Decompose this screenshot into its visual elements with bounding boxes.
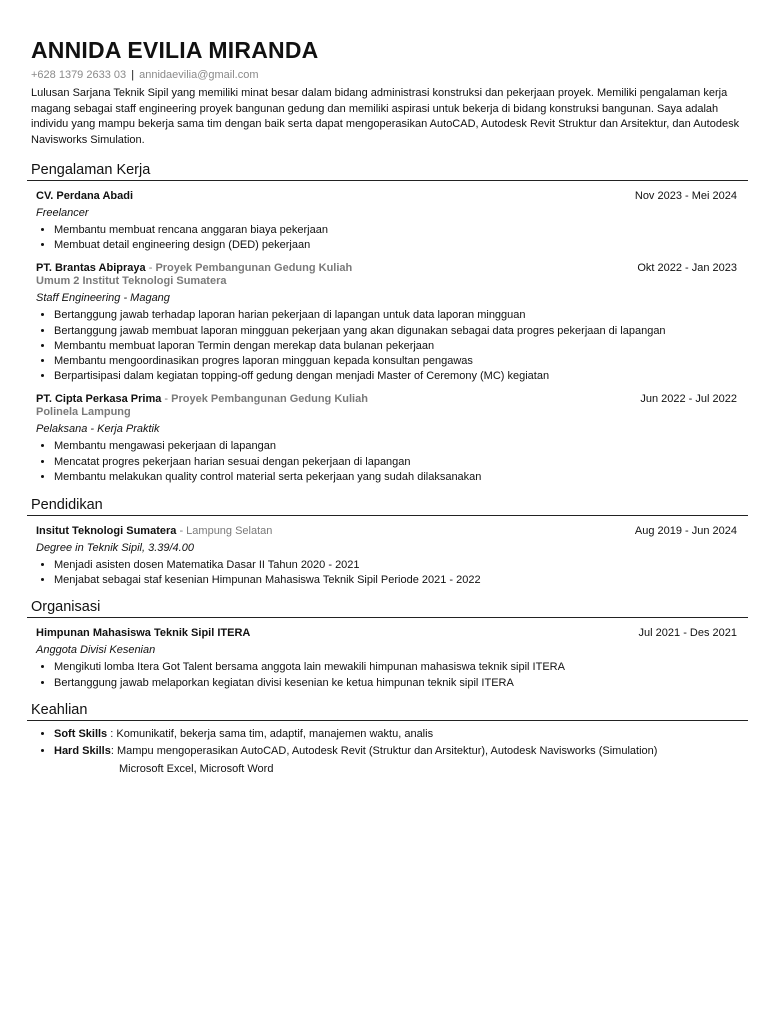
section-title-skills: Keahlian — [31, 701, 88, 718]
contact-separator: | — [131, 69, 135, 81]
bullet-list — [36, 439, 737, 485]
degree: Degree in Teknik Sipil, 3.39/4.00 — [36, 542, 194, 555]
company-name: PT. Brantas Abipraya — [36, 262, 146, 275]
soft-skills-label: Soft Skills — [54, 727, 108, 740]
company-name: CV. Perdana Abadi — [36, 190, 133, 202]
list-item: • Bertanggung jawab terhadap laporan harian pekerjaan di lapangan untuk data laporan mingguan — [54, 308, 737, 323]
institution-location: Lampung Selatan — [186, 525, 273, 538]
hard-skills-value-continued: Microsoft Excel, Microsoft Word — [119, 762, 274, 775]
list-item: • Membantu mengoordinasikan progres laporan mingguan kepada konsultan pengawas — [54, 354, 737, 369]
profile-summary: Lulusan Sarjana Teknik Sipil yang memiliki minat besar dalam bidang administrasi konstruksi dan pekerjaan proyek. Memiliki pengalaman kerja magang sebagai staff engineering proyek bangunan gedung dan memiliki aspirasi untuk bekerja di bidang konstruksi bangunan. Saya adalah individu yang mampu bekerja sama tim dengan baik serta dapat mengoperasikan AutoCAD, Autodesk Revit Struktur dan Arsitektur, dan Autodesk Navisworks Simulation. — [31, 87, 740, 146]
job-role: Freelancer — [36, 207, 89, 219]
soft-skills-value: : Komunikatif, bekerja sama tim, adaptif, manajemen waktu, analis — [110, 727, 434, 740]
contact-line — [31, 68, 742, 82]
project-location: Proyek Pembangunan Gedung Kuliah Polinela Lampung — [36, 393, 368, 419]
experience-entry — [31, 190, 742, 253]
list-item: • Membantu mengawasi pekerjaan di lapangan — [54, 439, 737, 454]
hard-skills-label: Hard Skills — [54, 745, 111, 758]
list-item: • Mengikuti lomba Itera Got Talent bersama anggota lain mewakili himpunan mahasiswa teknik sipil ITERA — [54, 660, 737, 675]
education-entry — [31, 525, 742, 588]
list-item: • Bertanggung jawab membuat laporan mingguan pekerjaan yang akan digunakan sebagai data progres pekerjaan di lapangan — [54, 324, 737, 339]
date-range: Nov 2023 - Mei 2024 — [634, 190, 737, 202]
list-item: • Membantu melakukan quality control material serta pekerjaan yang sudah dilaksanakan — [54, 470, 737, 485]
candidate-name: ANNIDA EVILIA MIRANDA — [31, 37, 319, 63]
section-divider — [27, 720, 748, 721]
email-address[interactable]: annidaevilia@gmail.com — [139, 69, 259, 81]
skills-list — [36, 726, 737, 779]
list-item: • Berpartisipasi dalam kegiatan topping-off gedung dengan menjadi Master of Ceremony (MC) kegiatan — [54, 369, 737, 384]
date-range: Jul 2021 - Des 2021 — [638, 627, 737, 640]
company-name: PT. Cipta Perkasa Prima — [36, 393, 162, 406]
institution-name: Insitut Teknologi Sumatera — [36, 525, 177, 538]
project-location: Proyek Pembangunan Gedung Kuliah Umum 2 Institut Teknologi Sumatera — [36, 262, 353, 288]
bullet-list — [36, 660, 737, 690]
section-divider — [27, 515, 748, 516]
bullet-list — [36, 223, 737, 253]
skills-entry — [31, 726, 742, 779]
section-title-organization: Organisasi — [31, 599, 101, 616]
list-item: • Bertanggung jawab melaporkan kegiatan divisi kesenian ke ketua himpunan teknik sipil ITERA — [54, 676, 737, 691]
date-range: Jun 2022 - Jul 2022 — [640, 393, 737, 406]
organization-name: Himpunan Mahasiswa Teknik Sipil ITERA — [36, 627, 251, 640]
education-section — [31, 497, 742, 588]
job-role: Staff Engineering - Magang — [36, 292, 170, 305]
experience-entry — [31, 393, 742, 485]
phone-number: +628 1379 2633 03 — [31, 69, 127, 81]
organization-role: Anggota Divisi Kesenian — [36, 644, 156, 657]
hard-skills-value: : Mampu mengoperasikan AutoCAD, Autodesk Revit (Struktur dan Arsitektur), Autodesk Navisworks (Simulation) — [110, 745, 658, 758]
bullet-list — [36, 308, 737, 384]
organization-entry — [31, 627, 742, 690]
experience-entry — [31, 262, 742, 384]
job-role: Pelaksana - Kerja Praktik — [36, 423, 160, 436]
experience-section — [31, 162, 742, 485]
list-item: • Menjadi asisten dosen Matematika Dasar II Tahun 2020 - 2021 — [54, 558, 737, 573]
section-title-experience: Pengalaman Kerja — [31, 162, 151, 178]
location-separator: - — [179, 525, 187, 538]
list-item: • Membantu membuat laporan Termin dengan merekap data bulanan pekerjaan — [54, 339, 737, 354]
list-item: • Mencatat progres pekerjaan harian sesuai dengan pekerjaan di lapangan — [54, 455, 737, 470]
list-item: • Membuat detail engineering design (DED) pekerjaan — [54, 238, 737, 253]
section-divider — [27, 617, 748, 618]
section-divider — [27, 180, 748, 181]
list-item — [54, 743, 737, 778]
date-range: Okt 2022 - Jan 2023 — [637, 262, 737, 275]
location-separator: - — [148, 262, 156, 275]
organization-section — [31, 599, 742, 690]
location-separator: - — [164, 393, 172, 406]
section-title-education: Pendidikan — [31, 497, 103, 514]
list-item: • Membantu membuat rencana anggaran biaya pekerjaan — [54, 223, 737, 238]
skills-section — [31, 702, 742, 779]
list-item: • Menjabat sebagai staf kesenian Himpunan Mahasiswa Teknik Sipil Periode 2021 - 2022 — [54, 573, 737, 588]
list-item — [54, 726, 737, 744]
bullet-list — [36, 558, 737, 588]
date-range: Aug 2019 - Jun 2024 — [634, 525, 737, 538]
